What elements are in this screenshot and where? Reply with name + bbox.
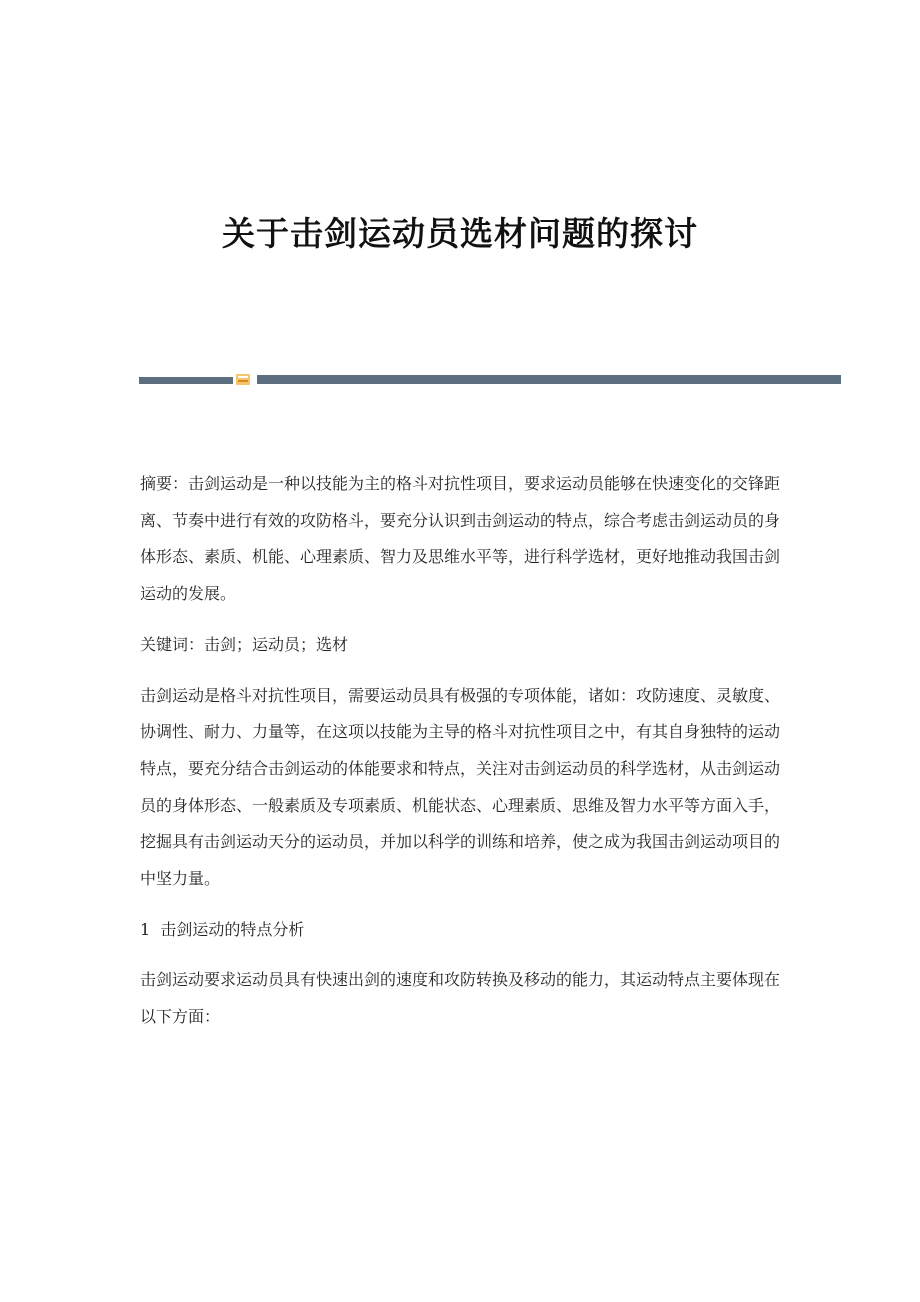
document-title: 关于击剑运动员选材问题的探讨 <box>222 214 698 253</box>
section-heading-1: 1 击剑运动的特点分析 <box>140 919 305 939</box>
divider-bar-left <box>139 377 233 384</box>
divider-bar-right <box>257 375 841 384</box>
body-paragraph-1: 击剑运动是格斗对抗性项目，需要运动员具有极强的专项体能，诸如：攻防速度、灵敏度、协调性、耐力、力量等，在这项以技能为主导的格斗对抗性项目之中，有其自身独特的运动特点，要充分结合击剑运动的体能要求和特点，关注对击剑运动员的科学选材，从击剑运动员的身体形态、一般素质及专项素质、机能状态、心理素质、思维及智力水平等方面入手，挖掘具有击剑运动天分的运动员，并加以科学的训练和培养，使之成为我国击剑运动项目的中坚力量。 <box>140 685 781 889</box>
keywords-line: 关键词：击剑；运动员；选材 <box>140 634 349 654</box>
abstract-paragraph: 摘要：击剑运动是一种以技能为主的格斗对抗性项目，要求运动员能够在快速变化的交锋距离、节奏中进行有效的攻防格斗，要充分认识到击剑运动的特点，综合考虑击剑运动员的身体形态、素质、机能、心理素质、智力及思维水平等，进行科学选材，更好地推动我国击剑运动的发展。 <box>140 474 781 604</box>
body-paragraph-2: 击剑运动要求运动员具有快速出剑的速度和攻防转换及移动的能力，其运动特点主要体现在以下方面： <box>140 970 781 1027</box>
divider-emblem-icon <box>236 374 250 385</box>
document-body <box>140 466 780 1036</box>
title-divider <box>139 372 841 388</box>
